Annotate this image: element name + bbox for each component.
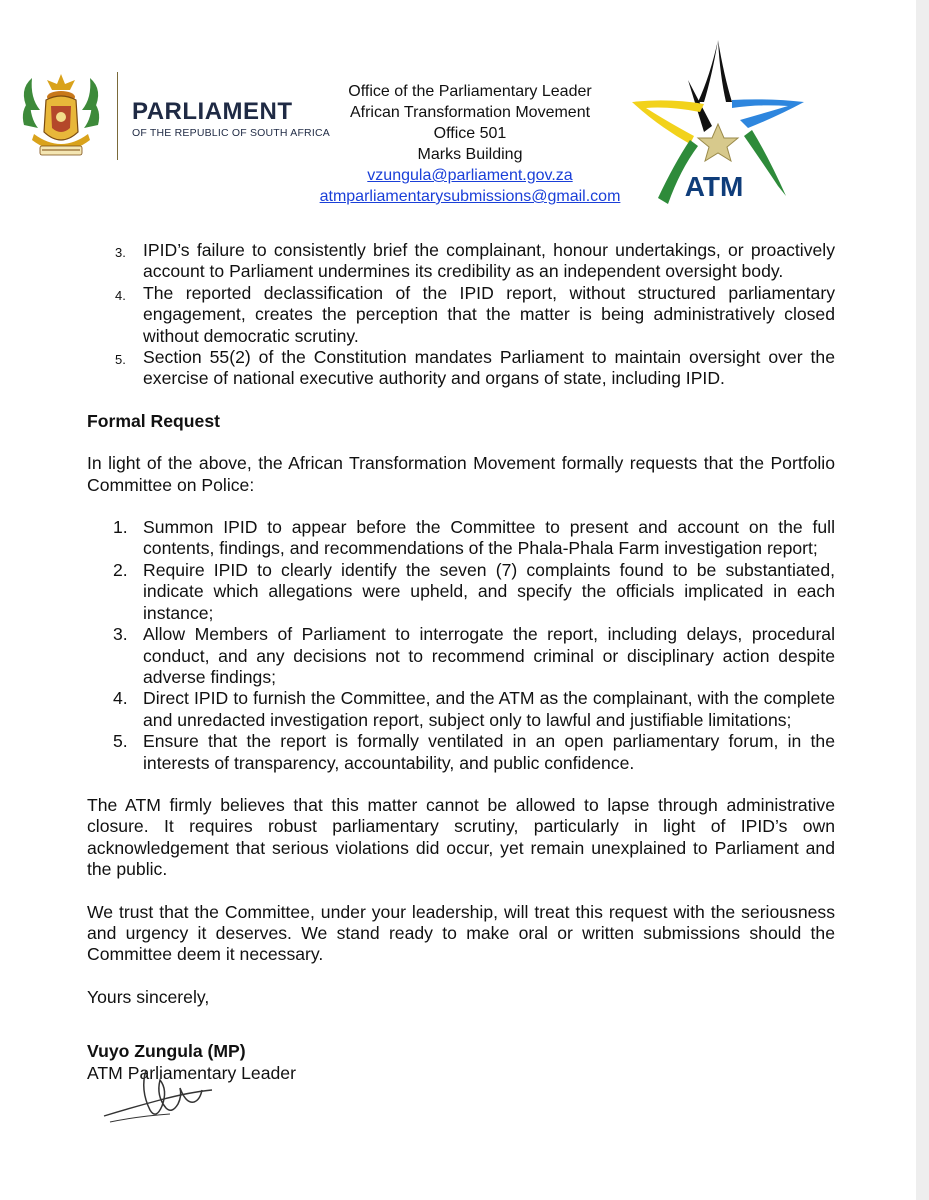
list-item (87, 517, 835, 560)
letter-body (87, 240, 835, 1084)
list-number: 2. (113, 559, 128, 580)
list-number: 1. (113, 517, 128, 538)
atm-logo-text: ATM (684, 171, 744, 202)
handwritten-signature (100, 1060, 220, 1130)
list-text: Require IPID to clearly identify the seven (7) complaints found to be substantiated, indicate which allegations were upheld, and specify the officials implicated in each instance; (143, 559, 835, 623)
closing-salutation: Yours sincerely, (87, 986, 210, 1007)
parliament-subtitle: OF THE REPUBLIC OF SOUTH AFRICA (132, 127, 330, 139)
list-text: Direct IPID to furnish the Committee, and the ATM as the complainant, with the complete and unredacted investigation report, subject only to lawful and justifiable limitations; (143, 688, 835, 730)
coat-of-arms-icon (18, 70, 104, 162)
office-address (260, 81, 680, 207)
list-text: Summon IPID to appear before the Committee to present and account on the full contents, findings, and recommendations of the Phala-Phala Farm investigation report; (143, 517, 835, 559)
list-item (87, 347, 835, 390)
list-text: Allow Members of Parliament to interrogate the report, including delays, procedural conduct, and any decisions not to recommend criminal or disciplinary action despite adverse findings; (143, 624, 835, 687)
letterhead (0, 0, 916, 225)
list-number: 5. (113, 731, 128, 752)
list-text: Section 55(2) of the Constitution mandates Parliament to maintain oversight over the exercise of national executive authority and organs of state, including IPID. (143, 347, 835, 389)
list-number: 4. (113, 688, 128, 709)
list-item (87, 731, 835, 774)
section-heading: Formal Request (87, 410, 220, 431)
list-item (87, 688, 835, 731)
body-paragraph: We trust that the Committee, under your leadership, will treat this request with the seriousness and urgency it deserves. We stand ready to make oral or written submissions should the Committee deem it necessary. (87, 901, 835, 965)
list-number: 5. (115, 352, 126, 368)
email-link-atm-submissions[interactable]: atmparliamentarysubmissions@gmail.com (319, 188, 621, 205)
list-text: IPID’s failure to consistently brief the complainant, honour undertakings, or proactively account to Parliament undermines its credibility as an independent oversight body. (143, 240, 835, 282)
list-item (87, 560, 835, 624)
concerns-list (87, 240, 835, 390)
office-line: Marks Building (417, 146, 523, 163)
letterhead-divider (117, 72, 118, 160)
list-number: 4. (115, 287, 126, 303)
request-intro: In light of the above, the African Transformation Movement formally requests that the Portfolio Committee on Police: (87, 453, 835, 495)
list-number: 3. (115, 245, 126, 260)
list-text: The reported declassification of the IPID report, without structured parliamentary engagement, creates the perception that the matter is being administratively closed without democratic scrutiny. (143, 282, 835, 346)
list-item (87, 240, 835, 283)
page-edge (916, 0, 929, 1200)
parliament-name: PARLIAMENT (132, 98, 293, 125)
list-item (87, 283, 835, 347)
list-text: Ensure that the report is formally ventilated in an open parliamentary forum, in the interests of transparency, accountability, and public confidence. (143, 731, 835, 773)
office-line: African Transformation Movement (349, 104, 591, 121)
signatory-name: Vuyo Zungula (MP) (87, 1041, 246, 1062)
list-number: 3. (113, 624, 128, 645)
body-paragraph: The ATM firmly believes that this matter cannot be allowed to lapse through administrative closure. It requires robust parliamentary scrutiny, particularly in light of IPID’s own acknowledgement that serious violations did occur, yet remain unexplained to Parliament and the public. (87, 794, 835, 880)
request-list (87, 517, 835, 774)
office-line: Office of the Parliamentary Leader (348, 83, 592, 100)
signatory-title: ATM Parliamentary Leader (87, 1062, 296, 1083)
atm-logo-icon (628, 36, 808, 206)
email-link-vzungula[interactable]: vzungula@parliament.gov.za (367, 167, 573, 184)
office-line: Office 501 (433, 125, 507, 142)
list-item (87, 624, 835, 688)
